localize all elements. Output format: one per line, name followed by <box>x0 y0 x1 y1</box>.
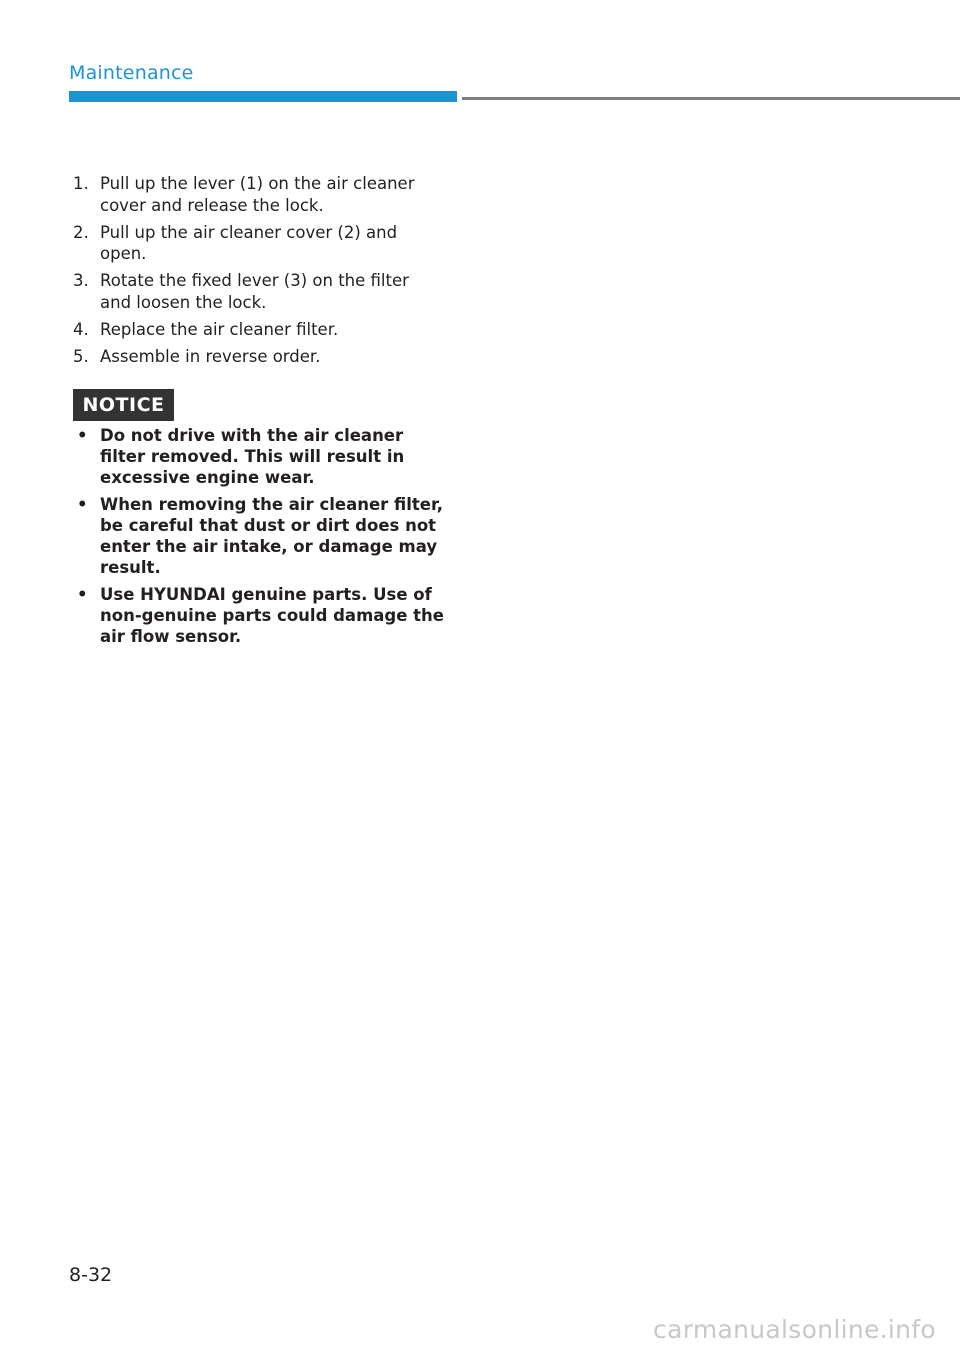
section-title: Maintenance <box>69 62 194 84</box>
step-item <box>73 319 443 341</box>
watermark: carmanualsonline.info <box>653 1315 936 1344</box>
notice-item <box>73 494 448 578</box>
bullet-icon: • <box>77 585 88 604</box>
step-text: Pull up the air cleaner cover (2) and open. <box>100 222 398 263</box>
step-number: 3. <box>73 271 89 290</box>
notice-list <box>73 425 448 653</box>
step-text: Assemble in reverse order. <box>100 346 321 366</box>
step-item <box>73 173 443 216</box>
step-number: 2. <box>73 222 89 242</box>
notice-text: Use HYUNDAI genuine parts. Use of non-genuine parts could damage the air flow sensor. <box>100 585 444 646</box>
step-number: 5. <box>73 346 89 366</box>
step-number: 4. <box>73 319 89 339</box>
procedure-steps <box>73 173 443 373</box>
step-text: Pull up the lever (1) on the air cleaner cover and release the lock. <box>100 174 415 215</box>
step-item <box>73 346 443 368</box>
bullet-icon: • <box>77 495 88 514</box>
bullet-icon: • <box>77 426 88 445</box>
step-number: 1. <box>73 174 89 193</box>
notice-text: Do not drive with the air cleaner filter removed. This will result in excessive engine wear. <box>100 426 405 487</box>
step-text: Rotate the fixed lever (3) on the filter and loosen the lock. <box>100 271 409 312</box>
step-text: Replace the air cleaner filter. <box>100 319 339 339</box>
notice-item <box>73 584 448 647</box>
page-number: 8-32 <box>69 1264 113 1286</box>
header-rule-blue <box>69 91 457 102</box>
header-rule-gray <box>462 97 960 100</box>
notice-badge: NOTICE <box>73 389 174 421</box>
step-item <box>73 270 443 313</box>
notice-text: When removing the air cleaner filter, be careful that dust or dirt does not enter the air intake, or damage may result. <box>100 495 443 577</box>
step-item <box>73 222 443 265</box>
notice-item <box>73 425 448 488</box>
